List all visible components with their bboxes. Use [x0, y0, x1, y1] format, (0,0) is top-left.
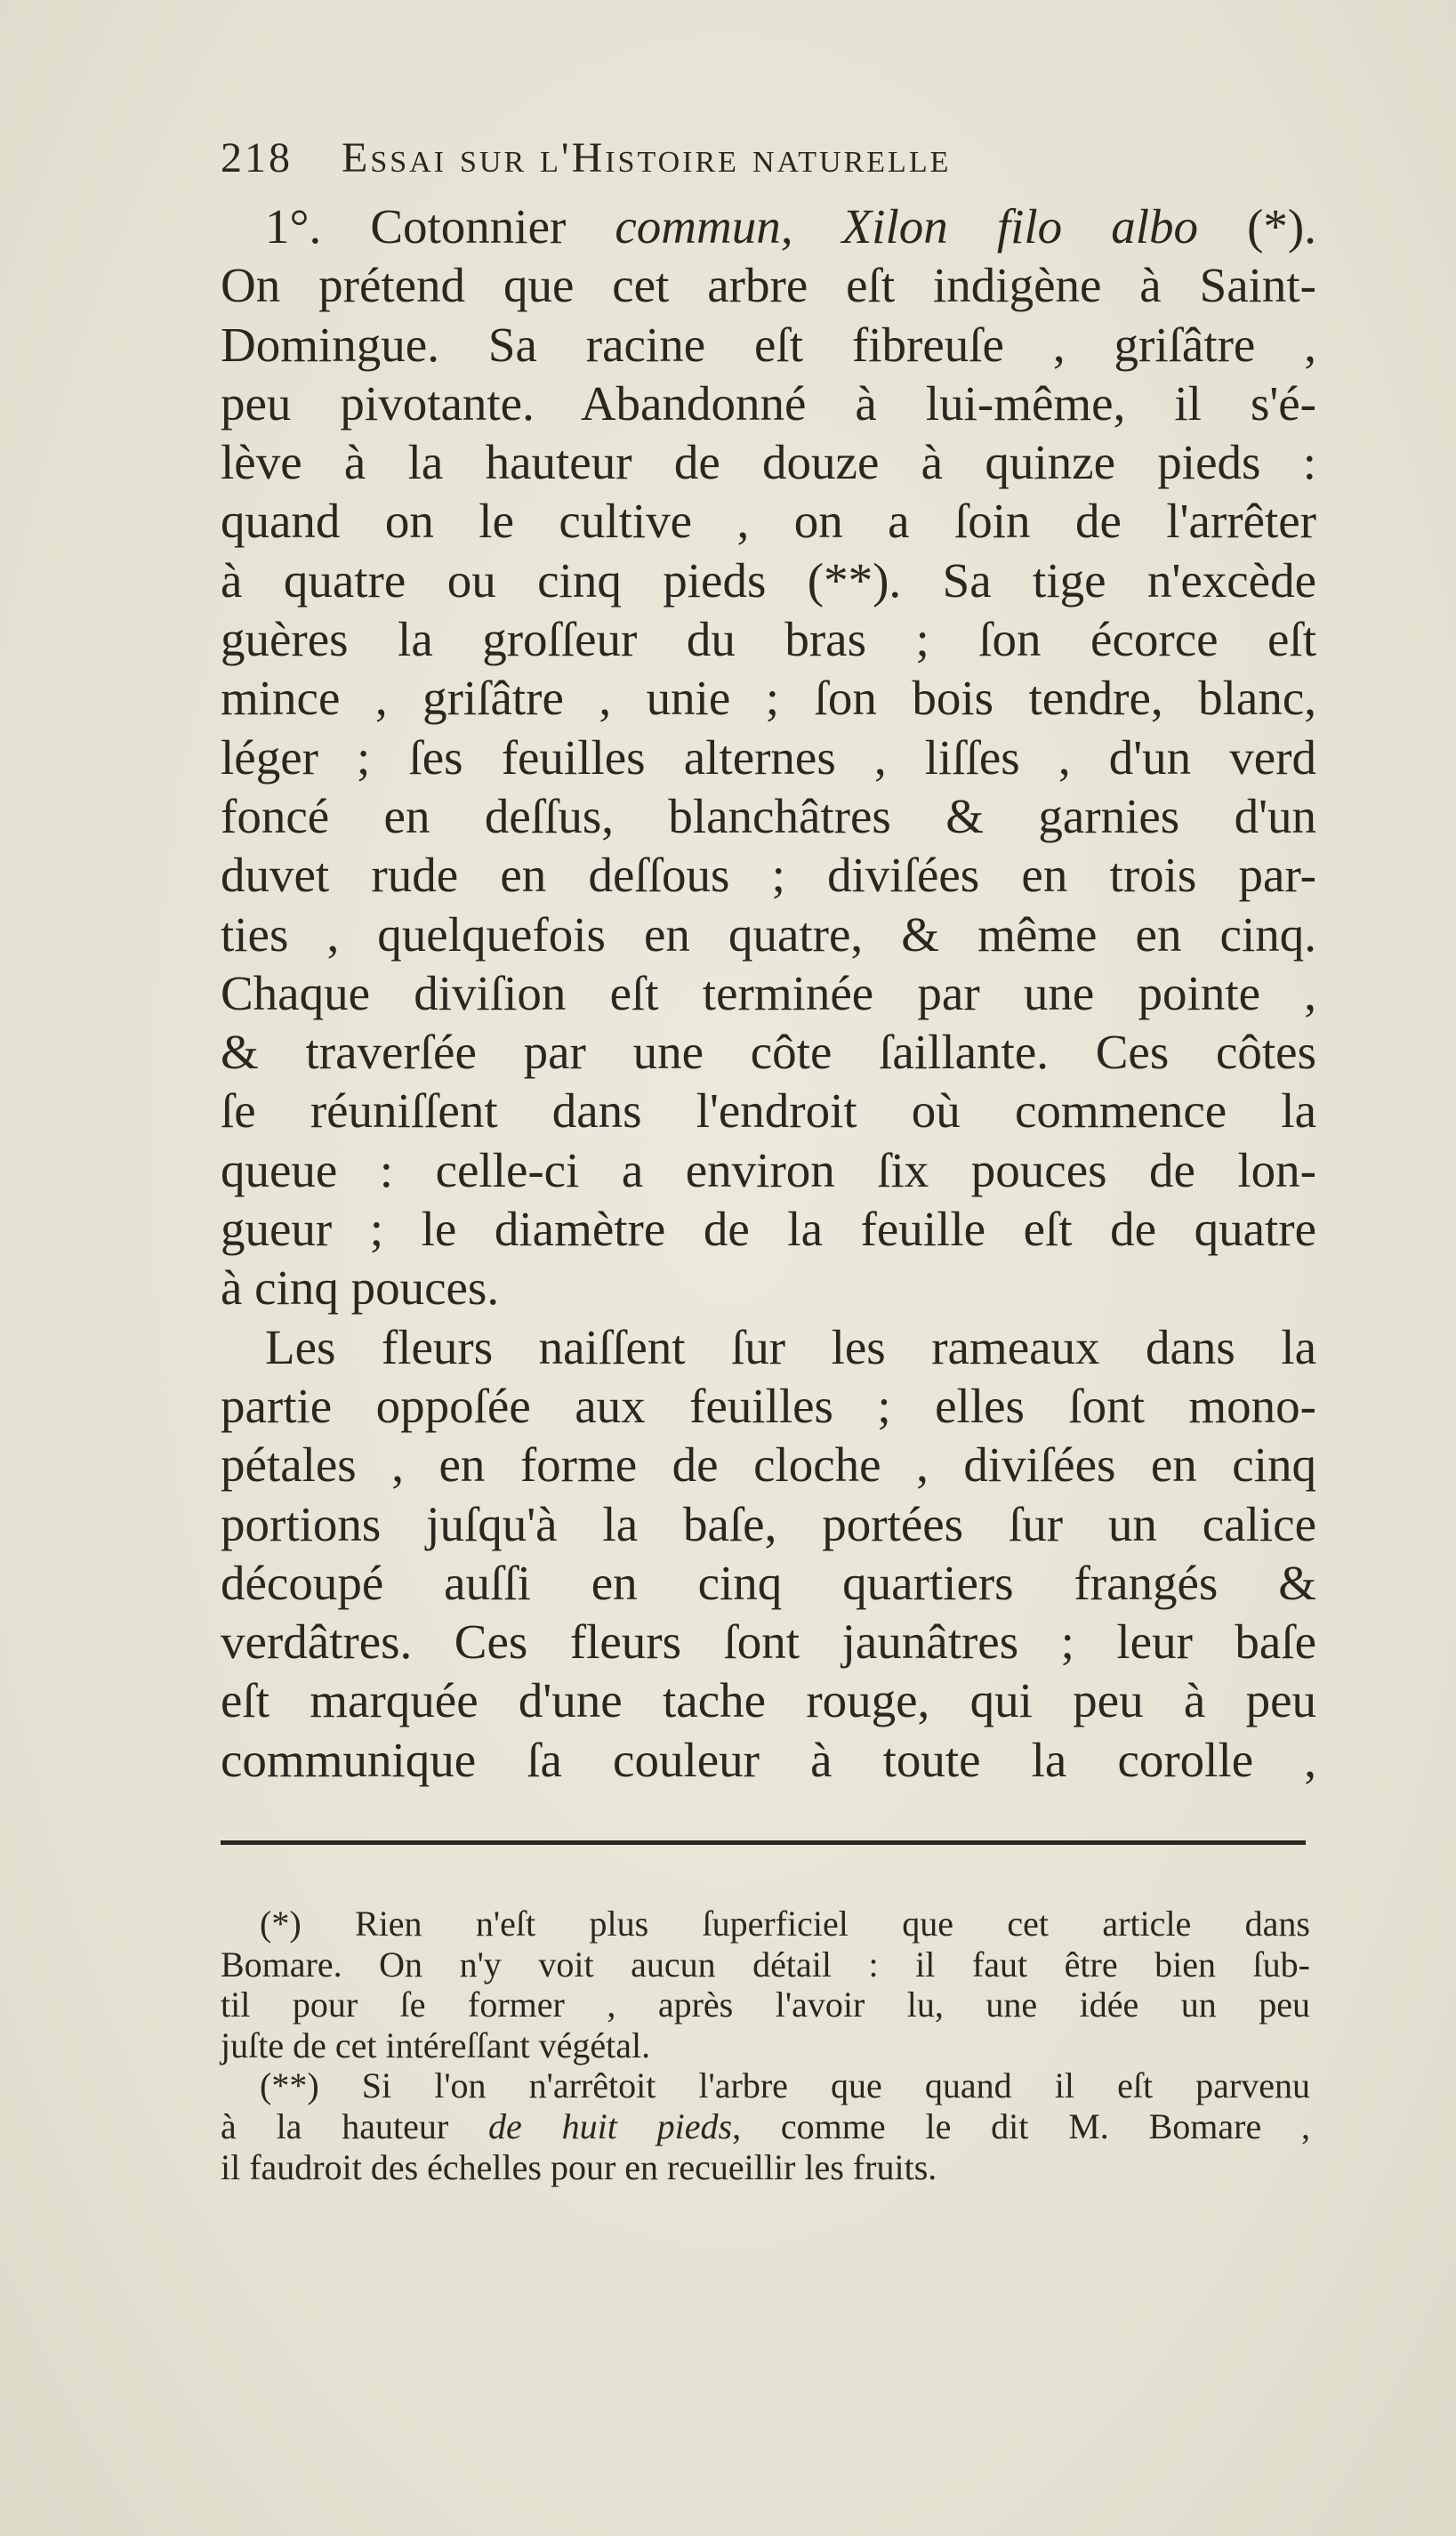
text-segment: (*).: [1198, 199, 1316, 254]
text-line: gueur ; le diamètre de la feuille eſt de quatre: [221, 1202, 1316, 1257]
footnote-line: juſte de cet intéreſſant végétal.: [221, 2025, 651, 2065]
text-segment: (**) Si l'on n'arrêtoit l'arbre que quand il eſt parvenu: [260, 2065, 1310, 2106]
page-number: 218: [221, 134, 293, 181]
text-line: On prétend que cet arbre eſt indigène à Saint-: [221, 258, 1316, 313]
text-line: portions juſqu'à la baſe, portées ſur un calice: [221, 1496, 1316, 1551]
text-line: ſe réuniſſent dans l'endroit où commence la: [221, 1083, 1316, 1139]
text-line: queue : celle-ci a environ ſix pouces de lon-: [221, 1142, 1316, 1197]
latin-name: commun, Xilon filo albo: [615, 199, 1199, 254]
text-line: verdâtres. Ces fleurs ſont jaunâtres ; leur baſe: [221, 1614, 1316, 1670]
footnote-line: [221, 2106, 1310, 2147]
text-line: Les fleurs naiſſent ſur les rameaux dans la: [265, 1319, 1316, 1374]
footnote-line: [221, 2065, 1310, 2106]
running-title: Essai sur l'Histoire naturelle: [342, 134, 952, 181]
text-line: [221, 197, 1316, 256]
running-head: [221, 133, 1199, 187]
text-segment: , comme le dit M. Bomare ,: [732, 2105, 1311, 2146]
text-line: eſt marquée d'une tache rouge, qui peu à peu: [221, 1673, 1316, 1728]
text-segment: 1°. Cotonnier: [265, 199, 615, 254]
text-line: à quatre ou cinq pieds (**). Sa tige n'excède: [221, 552, 1316, 608]
text-line: pétales , en forme de cloche , diviſées en cinq: [221, 1437, 1316, 1493]
text-line: communique ſa couleur à toute la corolle ,: [221, 1732, 1316, 1787]
text-line: ties , quelquefois en quatre, & même en cinq.: [221, 906, 1316, 962]
text-line: à cinq pouces.: [221, 1260, 500, 1316]
text-line: quand on le cultive , on a ſoin de l'arrêter: [221, 494, 1316, 549]
main-text: [221, 197, 1316, 1790]
footnote-line: il faudroit des échelles pour en recueillir les fruits.: [221, 2146, 937, 2187]
text-line: peu pivotante. Abandonné à lui-même, il s'é-: [221, 375, 1316, 431]
footnote-rule: [221, 1840, 1306, 1845]
text-line: partie oppoſée aux feuilles ; elles ſont mono-: [221, 1378, 1316, 1433]
footnote-line: til pour ſe former , après l'avoir lu, une idée un peu: [221, 1985, 1310, 2025]
text-segment: à la hauteur: [221, 2105, 489, 2146]
text-line: lève à la hauteur de douze à quinze pieds :: [221, 435, 1316, 490]
footnotes: [221, 1904, 1310, 2187]
text-line: duvet rude en deſſous ; diviſées en trois par-: [221, 848, 1316, 903]
footnote-line: (*) Rien n'eſt plus ſuperficiel que cet article dans: [260, 1904, 1310, 1944]
text-line: mince , griſâtre , unie ; ſon bois tendre, blanc,: [221, 671, 1316, 726]
text-line: léger ; ſes feuilles alternes , liſſes , d'un verd: [221, 729, 1316, 785]
text-line: & traverſée par une côte ſaillante. Ces côtes: [221, 1025, 1316, 1080]
text-line: Domingue. Sa racine eſt fibreuſe , griſâtre ,: [221, 317, 1316, 372]
text-line: guères la groſſeur du bras ; ſon écorce eſt: [221, 612, 1316, 667]
text-line: Chaque diviſion eſt terminée par une pointe ,: [221, 965, 1316, 1020]
italic-phrase: de huit pieds: [488, 2105, 733, 2146]
text-line: foncé en deſſus, blanchâtres & garnies d'un: [221, 788, 1316, 843]
footnote-line: Bomare. On n'y voit aucun détail : il faut être bien ſub-: [221, 1944, 1310, 1985]
text-line: découpé auſſi en cinq quartiers frangés &: [221, 1555, 1316, 1610]
